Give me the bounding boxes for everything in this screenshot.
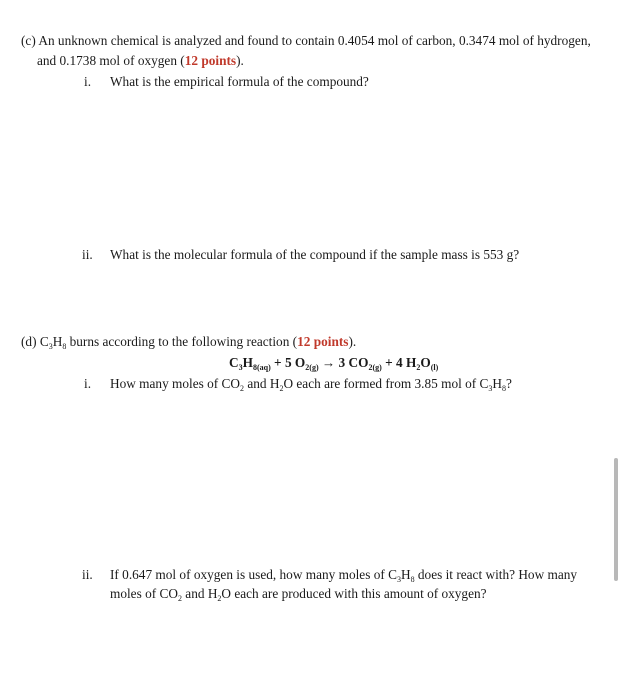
eq-sub: 3 — [238, 363, 243, 372]
subscript: 2 — [279, 384, 284, 393]
question-text: O each are produced with this amount of oxygen? — [221, 586, 487, 601]
subscript: 8 — [62, 342, 67, 351]
part-d-question-2-line-1: ii. If 0.647 mol of oxygen is used, how many moles of $C_3H_8$ does it react with? How many — [82, 567, 578, 584]
question-text: What is the molecular formula of the compound if the sample mass is 553 g? — [110, 247, 520, 262]
part-d-text-2: burns according to the following reaction ( — [66, 334, 298, 349]
scrollbar[interactable] — [614, 458, 618, 581]
chemical-equation — [229, 355, 438, 371]
eq-arrow: → 3 CO — [318, 355, 369, 370]
part-d-question-1: i. How many moles of $CO_2$ and $H_2O$ each are formed from 3.85 mol of $C_3H_8$? — [84, 376, 512, 393]
part-d-question-2-line-2 — [110, 586, 487, 602]
question-number: ii. — [82, 247, 93, 262]
eq-sub: 2 — [416, 363, 421, 372]
eq-part: + 5 O — [270, 355, 306, 370]
question-text: What is the empirical formula of the compound? — [110, 74, 369, 89]
part-c-line-1 — [21, 33, 591, 49]
part-c-line-2 — [37, 53, 244, 69]
points-label: 12 points — [297, 334, 349, 349]
part-c-text-2: and 0.1738 mol of oxygen ( — [37, 53, 185, 68]
question-text: and H — [181, 586, 218, 601]
subscript: 2 — [240, 384, 245, 393]
eq-sub: 8 — [252, 363, 257, 372]
part-d-intro: (d) $C_3H_8$ burns according to the following reaction (12 points). — [21, 334, 357, 351]
question-text: How many moles of CO — [110, 376, 241, 391]
part-c-question-2 — [82, 247, 519, 263]
subscript: 8 — [502, 384, 507, 393]
subscript: 2 — [217, 594, 222, 603]
subscript: 8 — [410, 575, 415, 584]
question-text: ? — [506, 376, 512, 391]
points-label: 12 points — [184, 53, 237, 68]
subscript: 3 — [488, 384, 493, 393]
part-c-question-1 — [84, 74, 369, 90]
part-d-text: (d) C — [21, 334, 49, 349]
question-text: and H — [244, 376, 280, 391]
eq-h: H — [242, 355, 253, 370]
question-text: does it react with? How many — [414, 567, 578, 582]
eq-c: C — [229, 355, 239, 370]
eq-part: + 4 H — [381, 355, 417, 370]
part-d-text-3: ). — [348, 334, 357, 349]
part-c-text: (c) An unknown chemical is analyzed and found to contain 0.4054 mol of carbon, 0.3474 mol of hydrogen, — [21, 33, 591, 48]
subscript: 3 — [396, 575, 401, 584]
question-text: O each are formed from 3.85 mol of C — [283, 376, 489, 391]
question-number: ii. — [82, 567, 93, 582]
eq-sub: 2(g) — [368, 363, 382, 372]
part-c-text-3: ). — [236, 53, 244, 68]
question-number: i. — [84, 376, 92, 391]
eq-sub: 2(g) — [305, 363, 319, 372]
eq-state: (aq) — [256, 363, 271, 372]
eq-state: (l) — [430, 363, 439, 372]
question-text: moles of CO — [110, 586, 178, 601]
eq-o: O — [420, 355, 431, 370]
question-number: i. — [84, 74, 92, 89]
subscript: 2 — [177, 594, 182, 603]
subscript: 3 — [48, 342, 53, 351]
question-text: If 0.647 mol of oxygen is used, how many moles of C — [110, 567, 397, 582]
